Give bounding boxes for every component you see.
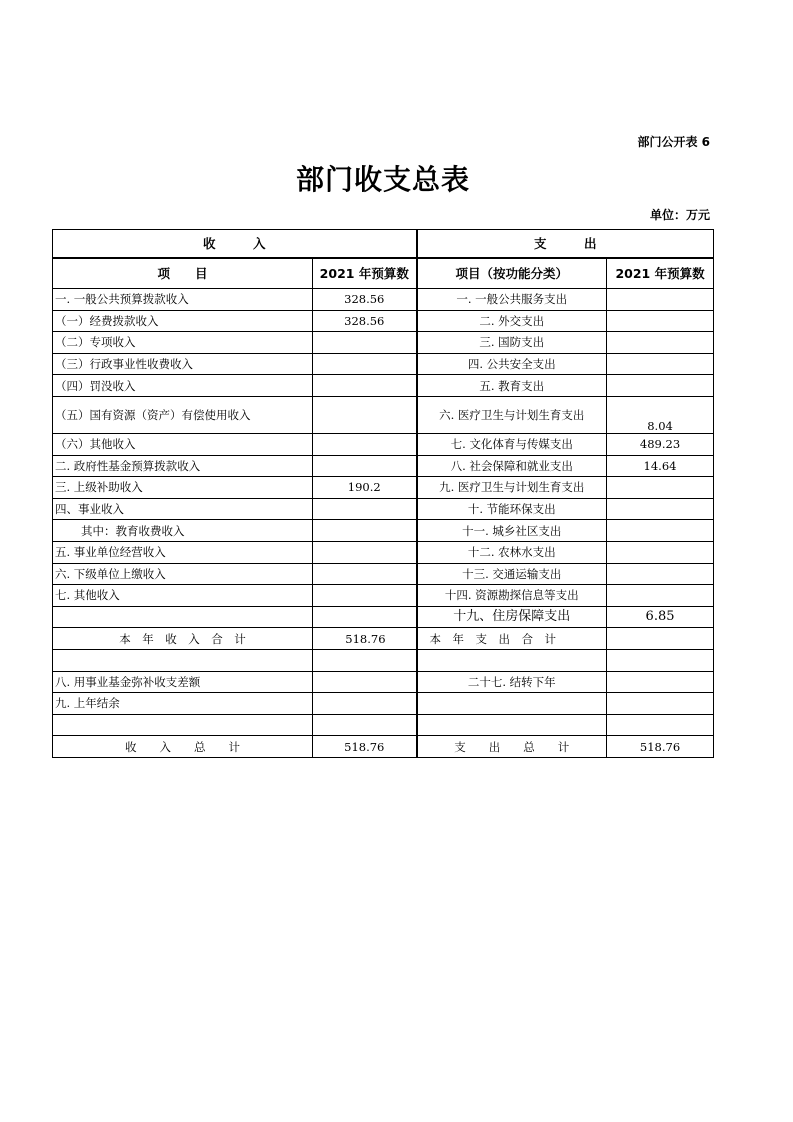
table-row bbox=[53, 606, 714, 628]
income-value bbox=[313, 649, 417, 671]
expense-item: 五. 教育支出 bbox=[417, 375, 607, 397]
income-value bbox=[313, 353, 417, 375]
income-item: 一. 一般公共预算拨款收入 bbox=[53, 289, 313, 311]
expense-value bbox=[607, 649, 714, 671]
unit-label: 单位：万元 bbox=[649, 208, 710, 222]
expense-item: 二. 外交支出 bbox=[417, 310, 607, 332]
expense-value bbox=[607, 332, 714, 354]
table-row bbox=[53, 541, 714, 563]
table-row bbox=[53, 585, 714, 607]
table-row bbox=[53, 649, 714, 671]
expense-item: 十四. 资源勘探信息等支出 bbox=[417, 585, 607, 607]
expense-item: 十. 节能环保支出 bbox=[417, 498, 607, 520]
table-row bbox=[53, 455, 714, 477]
income-item: （一）经费拨款收入 bbox=[53, 310, 313, 332]
expense-item bbox=[417, 693, 607, 715]
form-number: 部门公开表 6 bbox=[637, 135, 710, 149]
income-value: 328.56 bbox=[313, 289, 417, 311]
income-item bbox=[53, 649, 313, 671]
table-row bbox=[53, 671, 714, 693]
expense-value bbox=[607, 289, 714, 311]
income-item bbox=[53, 714, 313, 736]
income-value bbox=[313, 332, 417, 354]
expense-value bbox=[607, 520, 714, 542]
expense-total-label: 支 出 总 计 bbox=[417, 736, 607, 758]
income-value bbox=[313, 396, 417, 433]
income-value: 190.2 bbox=[313, 477, 417, 499]
expense-item: 十一. 城乡社区支出 bbox=[417, 520, 607, 542]
income-item: 四、事业收入 bbox=[53, 498, 313, 520]
income-value bbox=[313, 606, 417, 628]
income-item: 八. 用事业基金弥补收支差额 bbox=[53, 671, 313, 693]
income-total-label: 收 入 总 计 bbox=[53, 736, 313, 758]
expense-item bbox=[417, 649, 607, 671]
grand-total-row bbox=[53, 736, 714, 758]
col-header-income-budget: 2021 年预算数 bbox=[313, 258, 417, 289]
expense-value: 6.85 bbox=[607, 606, 714, 628]
expense-group-header: 支 出 bbox=[417, 230, 714, 259]
expense-value bbox=[607, 477, 714, 499]
table-row bbox=[53, 310, 714, 332]
table-row bbox=[53, 714, 714, 736]
income-value bbox=[313, 714, 417, 736]
expense-value bbox=[607, 714, 714, 736]
expense-item: 十二. 农林水支出 bbox=[417, 541, 607, 563]
table-row bbox=[53, 353, 714, 375]
income-subtotal-value: 518.76 bbox=[313, 628, 417, 650]
expense-value bbox=[607, 671, 714, 693]
income-value bbox=[313, 520, 417, 542]
col-header-income-item: 项 目 bbox=[53, 258, 313, 289]
budget-summary-table bbox=[52, 229, 714, 758]
expense-value bbox=[607, 310, 714, 332]
expense-value bbox=[607, 541, 714, 563]
expense-item: 三. 国防支出 bbox=[417, 332, 607, 354]
table-row bbox=[53, 477, 714, 499]
expense-item: 十三. 交通运输支出 bbox=[417, 563, 607, 585]
income-value bbox=[313, 375, 417, 397]
income-item: 六. 下级单位上缴收入 bbox=[53, 563, 313, 585]
expense-subtotal-label: 本 年 支 出 合 计 bbox=[417, 628, 607, 650]
expense-value bbox=[607, 353, 714, 375]
income-item bbox=[53, 606, 313, 628]
income-item: （四）罚没收入 bbox=[53, 375, 313, 397]
expense-value bbox=[607, 585, 714, 607]
income-item: （三）行政事业性收费收入 bbox=[53, 353, 313, 375]
income-item: 七. 其他收入 bbox=[53, 585, 313, 607]
income-item: 九. 上年结余 bbox=[53, 693, 313, 715]
table-row bbox=[53, 375, 714, 397]
income-subtotal-label: 本 年 收 入 合 计 bbox=[53, 628, 313, 650]
expense-item: 二十七. 结转下年 bbox=[417, 671, 607, 693]
income-group-header: 收 入 bbox=[53, 230, 417, 259]
expense-item: 八. 社会保障和就业支出 bbox=[417, 455, 607, 477]
expense-item bbox=[417, 396, 607, 433]
table-row bbox=[53, 520, 714, 542]
expense-item bbox=[417, 714, 607, 736]
income-value bbox=[313, 585, 417, 607]
expense-value bbox=[607, 375, 714, 397]
income-total-value: 518.76 bbox=[313, 736, 417, 758]
expense-item: 四. 公共安全支出 bbox=[417, 353, 607, 375]
table-row bbox=[53, 433, 714, 455]
income-value bbox=[313, 498, 417, 520]
expense-value bbox=[607, 563, 714, 585]
table-row bbox=[53, 498, 714, 520]
expense-item: 十九、住房保障支出 bbox=[417, 606, 607, 628]
expense-value: 14.64 bbox=[607, 455, 714, 477]
income-value bbox=[313, 541, 417, 563]
income-item: （五）国有资源（资产）有偿使用收入 bbox=[53, 396, 313, 433]
expense-item: 九. 医疗卫生与计划生育支出 bbox=[417, 477, 607, 499]
income-item: 三. 上级补助收入 bbox=[53, 477, 313, 499]
table-row bbox=[53, 563, 714, 585]
page-title: 部门收支总表 bbox=[295, 163, 470, 196]
income-value bbox=[313, 671, 417, 693]
expense-item-wrapped-label: 六. 医疗卫生与计划生育支出 bbox=[439, 407, 585, 422]
expense-item: 一. 一般公共服务支出 bbox=[417, 289, 607, 311]
income-value bbox=[313, 563, 417, 585]
expense-value bbox=[607, 693, 714, 715]
table-row bbox=[53, 332, 714, 354]
income-item: （二）专项收入 bbox=[53, 332, 313, 354]
col-header-expense-budget: 2021 年预算数 bbox=[607, 258, 714, 289]
table-row bbox=[53, 289, 714, 311]
income-item: 二. 政府性基金预算拨款收入 bbox=[53, 455, 313, 477]
income-item: 五. 事业单位经营收入 bbox=[53, 541, 313, 563]
income-item: 其中：教育收费收入 bbox=[53, 520, 313, 542]
col-header-expense-item: 项目（按功能分类） bbox=[417, 258, 607, 289]
expense-total-value: 518.76 bbox=[607, 736, 714, 758]
group-header-row bbox=[53, 230, 714, 259]
table-row bbox=[53, 693, 714, 715]
expense-value: 489.23 bbox=[607, 433, 714, 455]
income-value: 328.56 bbox=[313, 310, 417, 332]
expense-value: 8.04 bbox=[607, 396, 714, 433]
expense-subtotal-value bbox=[607, 628, 714, 650]
income-value bbox=[313, 455, 417, 477]
income-value bbox=[313, 433, 417, 455]
income-value bbox=[313, 693, 417, 715]
column-header-row bbox=[53, 258, 714, 289]
income-item: （六）其他收入 bbox=[53, 433, 313, 455]
expense-item: 七. 文化体育与传媒支出 bbox=[417, 433, 607, 455]
table-row bbox=[53, 396, 714, 433]
subtotal-row bbox=[53, 628, 714, 650]
expense-value bbox=[607, 498, 714, 520]
